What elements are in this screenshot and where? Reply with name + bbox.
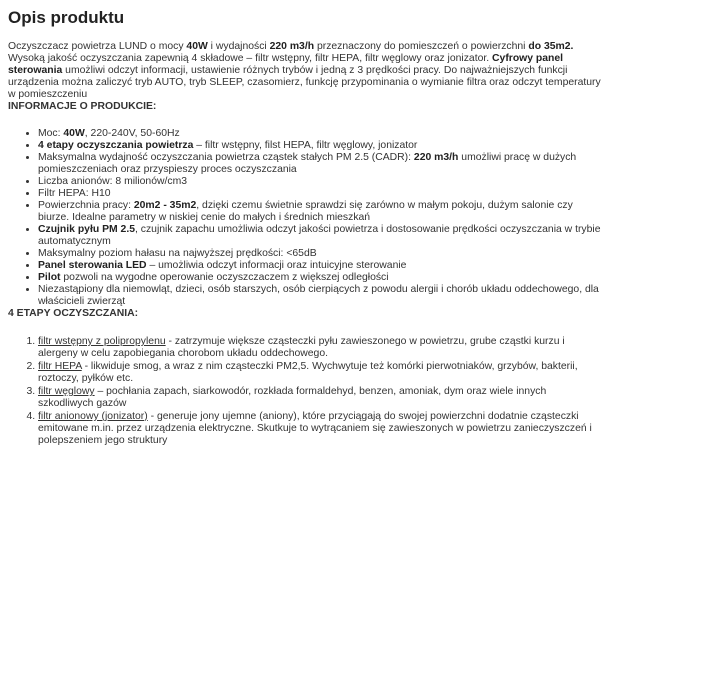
list-item	[38, 386, 603, 410]
list-item	[38, 260, 603, 272]
feature-text: Maksymalna wydajność oczyszczania powietrza cząstek stałych PM 2.5 (CADR):	[38, 152, 414, 163]
stage-text: - likwiduje smog, a wraz z nim cząsteczki PM2,5. Wychwytuje też komórki pierwotniaków, grzybów, bakterii, roztoczy, pyłków etc.	[38, 361, 578, 384]
feature-bold: 4 etapy oczyszczania powietrza	[38, 140, 194, 151]
feature-bold: Czujnik pyłu PM 2.5	[38, 224, 135, 235]
intro-text-5: umożliwi odczyt informacji, ustawienie różnych trybów i jedną z 3 prędkości pracy. Do najważniejszych funkcji urządzenia można zaliczyć tryb AUTO, tryb SLEEP, czasomierz, funkcję przypominania o wymianie filtra oraz odczyt temperatury w pomieszczeniu	[8, 65, 601, 100]
info-heading: INFORMACJE O PRODUKCIE:	[8, 101, 157, 112]
stages-list	[8, 336, 603, 447]
stage-name: filtr wstępny z polipropylenu	[38, 336, 166, 347]
list-item	[38, 128, 603, 140]
list-item	[38, 284, 603, 308]
list-item	[38, 152, 603, 176]
feature-bold: Panel sterowania LED	[38, 260, 147, 271]
feature-text: Filtr HEPA: H10	[38, 188, 111, 199]
intro-capacity: 220 m3/h	[269, 41, 315, 52]
list-item	[38, 200, 603, 224]
stage-name: filtr anionowy (jonizator)	[38, 411, 148, 422]
feature-text: , dzięki czemu świetnie sprawdzi się zarówno w małym pokoju, dużym salonie czy biurze. Idealne parametry w niskiej cenie do małych i średnich mieszkań	[38, 200, 573, 223]
feature-text: Niezastąpiony dla niemowląt, dzieci, osób starszych, osób cierpiących z powodu alergii i chorób układu oddechowego, dla właścicieli zwierząt	[38, 284, 599, 307]
feature-bold: 40W	[63, 128, 85, 139]
intro-text-4: Wysoką jakość oczyszczania zapewnią 4 składowe – filtr wstępny, filtr HEPA, filtr węglowy oraz jonizator.	[8, 53, 493, 64]
intro-power: 40W	[186, 41, 208, 52]
feature-text: – umożliwia odczyt informacji oraz intuicyjne sterowanie	[146, 260, 407, 271]
intro-control-panel: Cyfrowy panel sterowania	[8, 53, 564, 76]
list-item	[38, 224, 603, 248]
intro-text-2: i wydajności	[207, 41, 270, 52]
feature-text: , 220-240V, 50-60Hz	[84, 128, 180, 139]
feature-text: Maksymalny poziom hałasu na najwyższej prędkości: <65dB	[38, 248, 317, 259]
feature-bold: Pilot	[38, 272, 61, 283]
feature-text: Liczba anionów: 8 milionów/cm3	[38, 176, 188, 187]
feature-text: – filtr wstępny, filst HEPA, filtr węglowy, jonizator	[193, 140, 418, 151]
intro-text-3: przeznaczony do pomieszczeń o powierzchni	[314, 41, 529, 52]
page-title: Opis produktu	[8, 8, 125, 27]
feature-text: Moc:	[38, 128, 64, 139]
stage-name: filtr HEPA	[38, 361, 82, 372]
list-item	[38, 272, 603, 284]
feature-bold: 220 m3/h	[413, 152, 459, 163]
list-item	[38, 140, 603, 152]
list-item	[38, 336, 603, 360]
intro-area: do 35m2.	[528, 41, 574, 52]
feature-text: , czujnik zapachu umożliwia odczyt jakości powietrza i dostosowanie prędkości oczyszczania w trybie automatycznym	[38, 224, 601, 247]
feature-bold: 20m2 - 35m2	[133, 200, 197, 211]
stage-name: filtr węglowy	[38, 386, 95, 397]
stage-text: - zatrzymuje większe cząsteczki pyłu zawieszonego w powietrzu, grube cząstki kurzu i alergeny w celu zapobiegania chorobom układu oddechowego.	[38, 336, 565, 359]
feature-text: Powierzchnia pracy:	[38, 200, 134, 211]
intro-paragraph	[8, 41, 603, 101]
features-list	[8, 128, 603, 308]
feature-text: umożliwi pracę w dużych pomieszczeniach oraz przyspieszy proces oczyszczania	[38, 152, 577, 175]
list-item	[38, 248, 603, 260]
stage-text: – pochłania zapach, siarkowodór, rozkłada formaldehyd, benzen, amoniak, dym oraz wiele innych szkodliwych gazów	[38, 386, 547, 409]
stage-text: - generuje jony ujemne (aniony), które przyciągają do swojej powierzchni dodatnie cząsteczki emitowane m.in. przez urządzenia elektryczne. Skutkuje to wytrącaniem się zawieszonych w powietrzu zanieczyszczeń i polepszeniem jego struktury	[38, 411, 592, 446]
stages-heading: 4 ETAPY OCZYSZCZANIA:	[8, 308, 139, 319]
list-item	[38, 411, 603, 447]
list-item	[38, 361, 603, 385]
list-item	[38, 176, 603, 188]
intro-text-1: Oczyszczacz powietrza LUND o mocy	[8, 41, 187, 52]
list-item	[38, 188, 603, 200]
feature-text: pozwoli na wygodne operowanie oczyszczaczem z większej odległości	[60, 272, 389, 283]
